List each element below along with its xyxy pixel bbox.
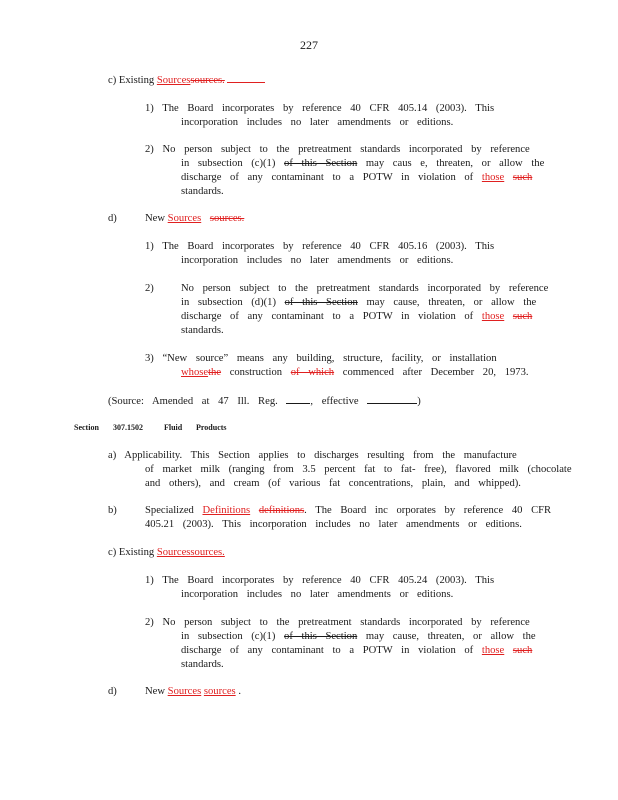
- applicability-line: a) Applicability. This Section applies to discharges resulting from the manufacture: [108, 450, 517, 461]
- item-line: 1) The Board incorporates by reference 40 CFR 405.16 (2003). This: [145, 241, 495, 252]
- deleted-text: sources.: [190, 75, 225, 86]
- inserted-text: whose: [181, 367, 209, 378]
- text: .: [238, 686, 241, 697]
- inserted-text: those: [481, 172, 505, 183]
- item-line: [181, 630, 536, 644]
- inserted-text: sources: [203, 686, 236, 697]
- blank-field: [286, 394, 310, 404]
- inserted-text: those: [481, 645, 505, 656]
- red-rule: [227, 75, 265, 83]
- text: discharge of any contaminant to a POTW in violation of: [181, 172, 474, 183]
- text: discharge of any contaminant to a POTW in violation of: [181, 311, 474, 322]
- item-line: [181, 644, 532, 658]
- text: discharge of any contaminant to a POTW in violation of: [181, 645, 474, 656]
- section-label: d): [108, 213, 117, 224]
- inserted-text: Sources: [167, 213, 202, 224]
- deleted-text: such: [512, 172, 533, 183]
- text: , effective: [310, 396, 359, 407]
- item-line: standards.: [181, 659, 224, 670]
- item-line: 2) No person subject to the pretreatment standards incorporated by reference: [145, 617, 530, 628]
- source-note: [108, 394, 421, 409]
- label: c) Existing: [108, 75, 155, 86]
- section-title: Products: [196, 423, 227, 432]
- applicability-line: and others), and cream (of various fat concentrations, plain, and whipped).: [145, 478, 521, 489]
- section-number: 307.1502: [113, 423, 143, 432]
- deleted-text: definitions: [258, 505, 305, 516]
- label: c) Existing: [108, 547, 155, 558]
- text: New: [145, 686, 166, 697]
- item-line: incorporation includes no later amendments or editions.: [181, 589, 454, 600]
- deleted-text: of which: [290, 367, 335, 378]
- text: Amended at 47 Ill. Reg.: [151, 396, 278, 407]
- applicability-line: of market milk (ranging from 3.5 percent fat to fat- free), flavored milk (chocolate: [145, 464, 572, 475]
- inserted-text: Sources: [156, 75, 191, 86]
- text: in subsection (d)(1): [181, 297, 276, 308]
- item-line: standards.: [181, 325, 224, 336]
- section-title: Fluid: [164, 423, 183, 432]
- inserted-text: Sources: [156, 547, 191, 558]
- deleted-text: sources.: [190, 547, 225, 558]
- text: (Source:: [108, 396, 144, 407]
- item-line: [181, 157, 544, 171]
- item-line: 1) The Board incorporates by reference 40 CFR 405.14 (2003). This: [145, 103, 495, 114]
- item-line: 3) “New source” means any building, structure, facility, or installation: [145, 353, 497, 364]
- item-line: No person subject to the pretreatment standards incorporated by reference: [181, 283, 549, 294]
- item-line: [181, 366, 529, 380]
- specialized-line: [145, 504, 551, 518]
- text: in subsection (c)(1): [181, 158, 276, 169]
- item-line: standards.: [181, 186, 224, 197]
- item-line: [181, 310, 532, 324]
- section-label: d): [108, 686, 117, 697]
- item-line: incorporation includes no later amendments or editions.: [181, 117, 454, 128]
- existing-sources-heading-2: [108, 546, 225, 560]
- item-line: 1) The Board incorporates by reference 40 CFR 405.24 (2003). This: [145, 575, 495, 586]
- text: construction: [229, 367, 283, 378]
- text: may caus e, threaten, or allow the: [365, 158, 545, 169]
- item-line: [181, 296, 536, 310]
- text: ): [417, 396, 421, 407]
- deleted-text: of this Section: [284, 297, 358, 308]
- deleted-text: of this Section: [284, 158, 358, 169]
- section-label: b): [108, 505, 117, 516]
- text: . The Board inc orporates by reference 40 CFR: [304, 505, 552, 516]
- existing-sources-heading-1: [108, 74, 265, 88]
- deleted-text: such: [512, 311, 533, 322]
- new-sources-heading-1: [145, 212, 244, 226]
- page-number: 227: [300, 38, 318, 52]
- deleted-text: of this Section: [284, 631, 358, 642]
- deleted-text: sources.: [209, 213, 245, 224]
- inserted-text: Sources: [167, 686, 202, 697]
- item-line: [181, 171, 532, 185]
- section-heading-label: Section: [74, 423, 99, 432]
- item-line: 2) No person subject to the pretreatment standards incorporated by reference: [145, 144, 530, 155]
- deleted-text: the: [208, 367, 222, 378]
- text: New: [145, 213, 166, 224]
- item-number: 2): [145, 283, 154, 294]
- inserted-text: Definitions: [202, 505, 251, 516]
- text: commenced after December 20, 1973.: [342, 367, 529, 378]
- inserted-text: those: [481, 311, 505, 322]
- text: Specialized: [145, 505, 194, 516]
- text: may cause, threaten, or allow the: [365, 631, 536, 642]
- text: in subsection (c)(1): [181, 631, 276, 642]
- blank-field: [367, 394, 417, 404]
- item-line: incorporation includes no later amendments or editions.: [181, 255, 454, 266]
- text: may cause, threaten, or allow the: [366, 297, 537, 308]
- specialized-line: 405.21 (2003). This incorporation includes no later amendments or editions.: [145, 519, 522, 530]
- deleted-text: such: [512, 645, 533, 656]
- new-sources-heading-2: [145, 685, 241, 699]
